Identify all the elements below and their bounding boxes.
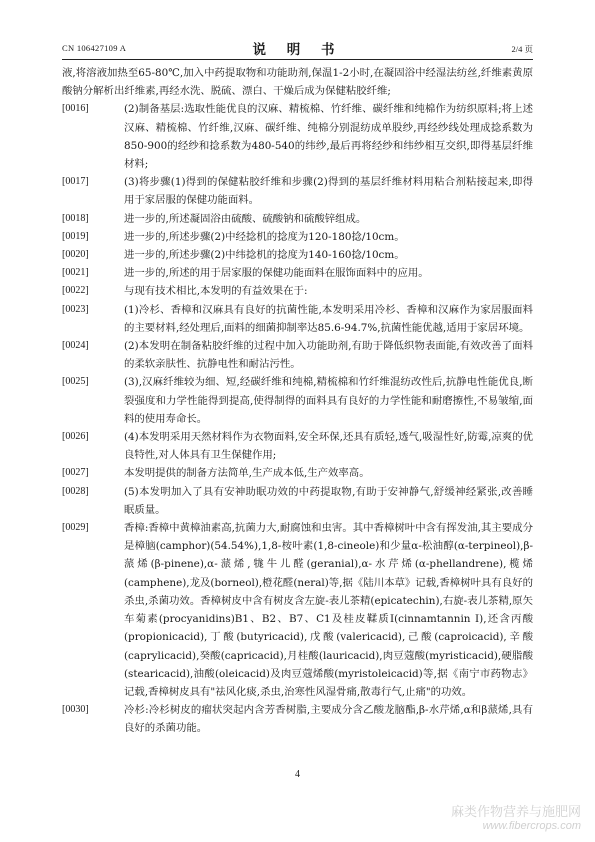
paragraph-text: 液,将溶液加热至65-80℃,加入中药提取物和功能助剂,保温1-2小时,在凝固浴中经湿法纺丝,纤维素黄原酸钠分解析出纤维素,再经水洗、脱硫、漂白、干燥后成为保健粘胶纤维; bbox=[62, 67, 533, 98]
paragraph-text: 香樟:香樟中黄樟油素高,抗菌力大,耐腐蚀和虫害。其中香樟树叶中含有挥发油,其主要成分是樟脑(camphor)(54.54%),1,8-桉叶素(1,8-cineole)和少量α-松油醇(α-terpineol),β-蒎烯(β-pinene),α-蒎烯,牻牛儿醛(geranial),α-水芹烯(α-phellandrene),榄烯(camphene),龙及(borneol),橙花醛(neral)等,据《陆川本草》记载,香樟树叶具有良好的杀虫,杀菌功效。香樟树皮中含有树皮含左旋-表儿茶精(epicatechin),右旋-表儿茶精,原矢车菊素(procyanidins)B1、B2、B7、C1及桂皮鞣质I(cinnamtannin I),还含丙酸(propionicacid),丁酸(butyricacid),戊酸(valericacid),己酸(caproicacid),辛酸(caprylicacid),癸酸(capricacid),月桂酸(lauricacid),肉豆蔻酸(myristicacid),硬脂酸(stearicacid),油酸(oleicacid)及肉豆蔻烯酸(myristoleicacid)等,据《南宁市药物志》记载,香樟树皮具有"祛风化痰,杀虫,治寒性风湿骨痛,散毒行气,止痛"的功效。 bbox=[124, 522, 533, 698]
paragraph bbox=[62, 246, 533, 264]
page-header bbox=[62, 38, 533, 60]
page-number: 4 bbox=[295, 769, 300, 780]
paragraph-text: 冷杉:冷杉树皮的瘤状突起内含芳香树脂,主要成分含乙酸龙脑酯,β-水芹烯,α和β蒎烯,具有良好的杀菌功能。 bbox=[124, 704, 533, 735]
paragraph-number: [0026] bbox=[62, 431, 89, 443]
paragraph-text: 进一步的,所述步骤(2)中经捻机的捻度为120-180捻/10cm。 bbox=[124, 230, 405, 243]
paragraph-number: [0019] bbox=[62, 230, 89, 242]
paragraph-text: (4)本发明采用天然材料作为衣物面料,安全环保,还具有质轻,透气,吸湿性好,防霉,凉爽的优良特性,对人体具有卫生保健作用; bbox=[124, 431, 533, 462]
paragraph-number: [0027] bbox=[62, 467, 89, 479]
page-info: 2/4 页 bbox=[511, 44, 533, 54]
paragraph-number: [0028] bbox=[62, 485, 89, 497]
paragraph bbox=[62, 100, 533, 173]
site-watermark bbox=[451, 801, 581, 832]
paragraph-number: [0029] bbox=[62, 522, 89, 534]
paragraph-text: 进一步的,所述的用于居家服的保健功能面料在服饰面料中的应用。 bbox=[124, 267, 429, 280]
paragraph bbox=[62, 464, 533, 482]
paragraph-number: [0030] bbox=[62, 704, 89, 716]
watermark-url: www.fibercrops.com bbox=[482, 820, 581, 832]
document-title: 说 明 书 bbox=[252, 42, 343, 58]
watermark-title: 麻类作物营养与施肥网 bbox=[450, 805, 581, 820]
paragraph bbox=[62, 264, 533, 282]
paragraph-number: [0023] bbox=[62, 303, 89, 315]
paragraph bbox=[62, 428, 533, 464]
paragraph bbox=[62, 210, 533, 228]
paragraph-number: [0022] bbox=[62, 285, 89, 297]
paragraph-number: [0025] bbox=[62, 376, 89, 388]
paragraph bbox=[62, 282, 533, 300]
paragraph-text: (5)本发明加入了具有安神助眠功效的中药提取物,有助于安神静气,舒缓神经紧张,改善睡眠质量。 bbox=[124, 485, 533, 516]
paragraph-text: (3)将步骤(1)得到的保健粘胶纤维和步骤(2)得到的基层纤维材料用粘合剂粘接起来,即得用于家居服的保健功能面料。 bbox=[124, 176, 533, 207]
paragraph bbox=[62, 373, 533, 428]
document-body bbox=[62, 64, 533, 738]
paragraph-number: [0016] bbox=[62, 103, 89, 115]
paragraph bbox=[62, 337, 533, 373]
paragraph-text: (2)制备基层:选取性能优良的汉麻、精梳棉、竹纤维、碳纤维和纯棉作为纺织原料;将上述汉麻、精梳棉、竹纤维,汉麻、碳纤维、纯棉分别混纺成单股纱,再经纱线处理成捻系数为850-900的经纱和捻系数为480-540的纬纱,最后再将经纱和纬纱相互交织,即得基层纤维材料; bbox=[124, 103, 533, 171]
paragraph-text: 进一步的,所述步骤(2)中纬捻机的捻度为140-160捻/10cm。 bbox=[124, 249, 405, 262]
paragraph-text: 本发明提供的制备方法简单,生产成本低,生产效率高。 bbox=[124, 467, 370, 480]
paragraph-text: 进一步的,所述凝固浴由硫酸、硫酸钠和硫酸锌组成。 bbox=[124, 212, 367, 225]
paragraph bbox=[62, 483, 533, 519]
paragraph bbox=[62, 701, 533, 737]
paragraph bbox=[62, 301, 533, 337]
paragraph-number: [0018] bbox=[62, 212, 89, 224]
header-rule bbox=[62, 59, 533, 60]
paragraph bbox=[62, 173, 533, 209]
paragraph-text: (1)冷杉、香樟和汉麻具有良好的抗菌性能,本发明采用冷杉、香樟和汉麻作为家居服面料的主要材料,经处理后,面料的细菌抑制率达85.6-94.7%,抗菌性能优越,适用于家居环境。 bbox=[124, 303, 533, 334]
paragraph-text: 与现有技术相比,本发明的有益效果在于: bbox=[124, 285, 308, 298]
paragraph-number: [0021] bbox=[62, 267, 89, 279]
paragraph bbox=[62, 228, 533, 246]
paragraph bbox=[62, 64, 533, 100]
paragraph-number: [0017] bbox=[62, 176, 89, 188]
paragraph-number: [0020] bbox=[62, 249, 89, 261]
paragraph-number: [0024] bbox=[62, 340, 89, 352]
paragraph bbox=[62, 519, 533, 701]
paragraph-text: (2)本发明在制备粘胶纤维的过程中加入功能助剂,有助于降低织物表面能,有效改善了面料的柔软亲肤性、抗静电性和耐沾污性。 bbox=[124, 340, 533, 371]
paragraph-text: (3),汉麻纤维较为细、短,经碳纤维和纯棉,精梳棉和竹纤维混纺改性后,抗静电性能优良,断裂强度和力学性能得到提高,使得制得的面料具有良好的力学性能和耐磨擦性,不易皱缩,面料的使用寿命长。 bbox=[124, 376, 533, 425]
publication-number: CN 106427109 A bbox=[62, 43, 127, 53]
